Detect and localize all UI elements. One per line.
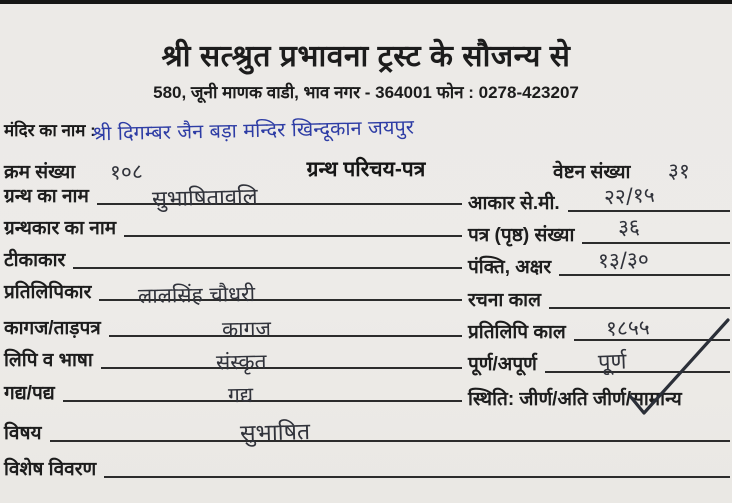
field-row-commentator bbox=[4, 249, 462, 273]
field-blank-line bbox=[124, 235, 462, 237]
trust-address: 580, जूनी माणक वाडी, भाव नगर - 364001 फोन : 0278-423207 bbox=[153, 83, 579, 102]
serial-number-label: क्रम संख्या bbox=[4, 162, 76, 183]
field-label: विशेष विवरण bbox=[4, 459, 97, 480]
field-blank-line bbox=[73, 267, 462, 269]
field-blank-line bbox=[582, 242, 730, 244]
field-label: विषय bbox=[4, 423, 42, 444]
handwritten-lines-chars: १३/३० bbox=[597, 247, 650, 273]
temple-name-row bbox=[4, 118, 96, 141]
field-row-subject bbox=[4, 422, 730, 446]
field-label: कागज/ताड़पत्र bbox=[4, 318, 101, 339]
checkmark-annotation bbox=[598, 300, 732, 425]
trust-title: श्री सत्श्रुत प्रभावना ट्रस्ट के सौजन्य से bbox=[161, 40, 571, 73]
handwritten-page-count: ३६ bbox=[617, 214, 641, 240]
field-label: प्रतिलिपि काल bbox=[468, 322, 566, 343]
field-blank-line bbox=[568, 210, 730, 212]
handwritten-subject: सुभाषित bbox=[239, 419, 311, 447]
field-blank-line bbox=[559, 274, 730, 276]
handwritten-paper: कागज bbox=[221, 316, 272, 342]
handwritten-size: २२/१५ bbox=[603, 182, 656, 210]
field-blank-line bbox=[104, 476, 730, 478]
field-row-size-cm bbox=[468, 192, 730, 216]
field-blank-line bbox=[101, 367, 462, 369]
form-title: ग्रन्थ परिचय-पत्र bbox=[306, 158, 426, 181]
field-label: टीकाकार bbox=[4, 250, 66, 271]
scan-edge-band bbox=[0, 0, 732, 4]
field-label: रचना काल bbox=[468, 290, 541, 311]
field-blank-line bbox=[63, 400, 462, 402]
handwritten-language: संस्कृत bbox=[215, 349, 267, 375]
field-label: ग्रन्थकार का नाम bbox=[4, 218, 117, 239]
temple-name-label: मंदिर का नाम : bbox=[4, 121, 96, 140]
handwritten-copyist: लालसिंह चौधरी bbox=[137, 281, 256, 309]
field-label: आकार से.मी. bbox=[468, 193, 560, 214]
field-row-page-count bbox=[468, 224, 730, 248]
field-row-special-details bbox=[4, 458, 730, 482]
field-label: गद्य/पद्य bbox=[4, 383, 55, 404]
bundle-number-value: ३१ bbox=[667, 158, 691, 184]
field-label: पत्र (पृष्ठ) संख्या bbox=[468, 225, 575, 246]
field-label: प्रतिलिपिकार bbox=[4, 282, 92, 303]
handwritten-prose: गद्य bbox=[227, 382, 254, 408]
bundle-number-label: वेष्टन संख्या bbox=[553, 162, 631, 183]
handwritten-complete: पूर्ण bbox=[597, 349, 627, 376]
field-blank-line bbox=[109, 335, 462, 337]
condition-label: स्थिति: जीर्ण/अति जीर्ण/सामान्य bbox=[468, 389, 682, 410]
field-label: लिपि व भाषा bbox=[4, 350, 93, 371]
field-label: ग्रन्थ का नाम bbox=[4, 186, 89, 207]
temple-name-handwritten: श्री दिगम्बर जैन बड़ा मन्दिर खिन्दूकान जयपुर bbox=[91, 114, 415, 146]
field-label: पंक्ति, अक्षर bbox=[468, 257, 552, 278]
handwritten-grantha-name: सुभाषितावलि bbox=[151, 184, 258, 213]
field-label: पूर्ण/अपूर्ण bbox=[468, 354, 537, 375]
serial-number-value: १०८ bbox=[109, 159, 144, 185]
field-row-author-name bbox=[4, 217, 462, 241]
field-blank-line bbox=[50, 440, 731, 442]
handwritten-copy-date: १८५५ bbox=[605, 315, 651, 341]
